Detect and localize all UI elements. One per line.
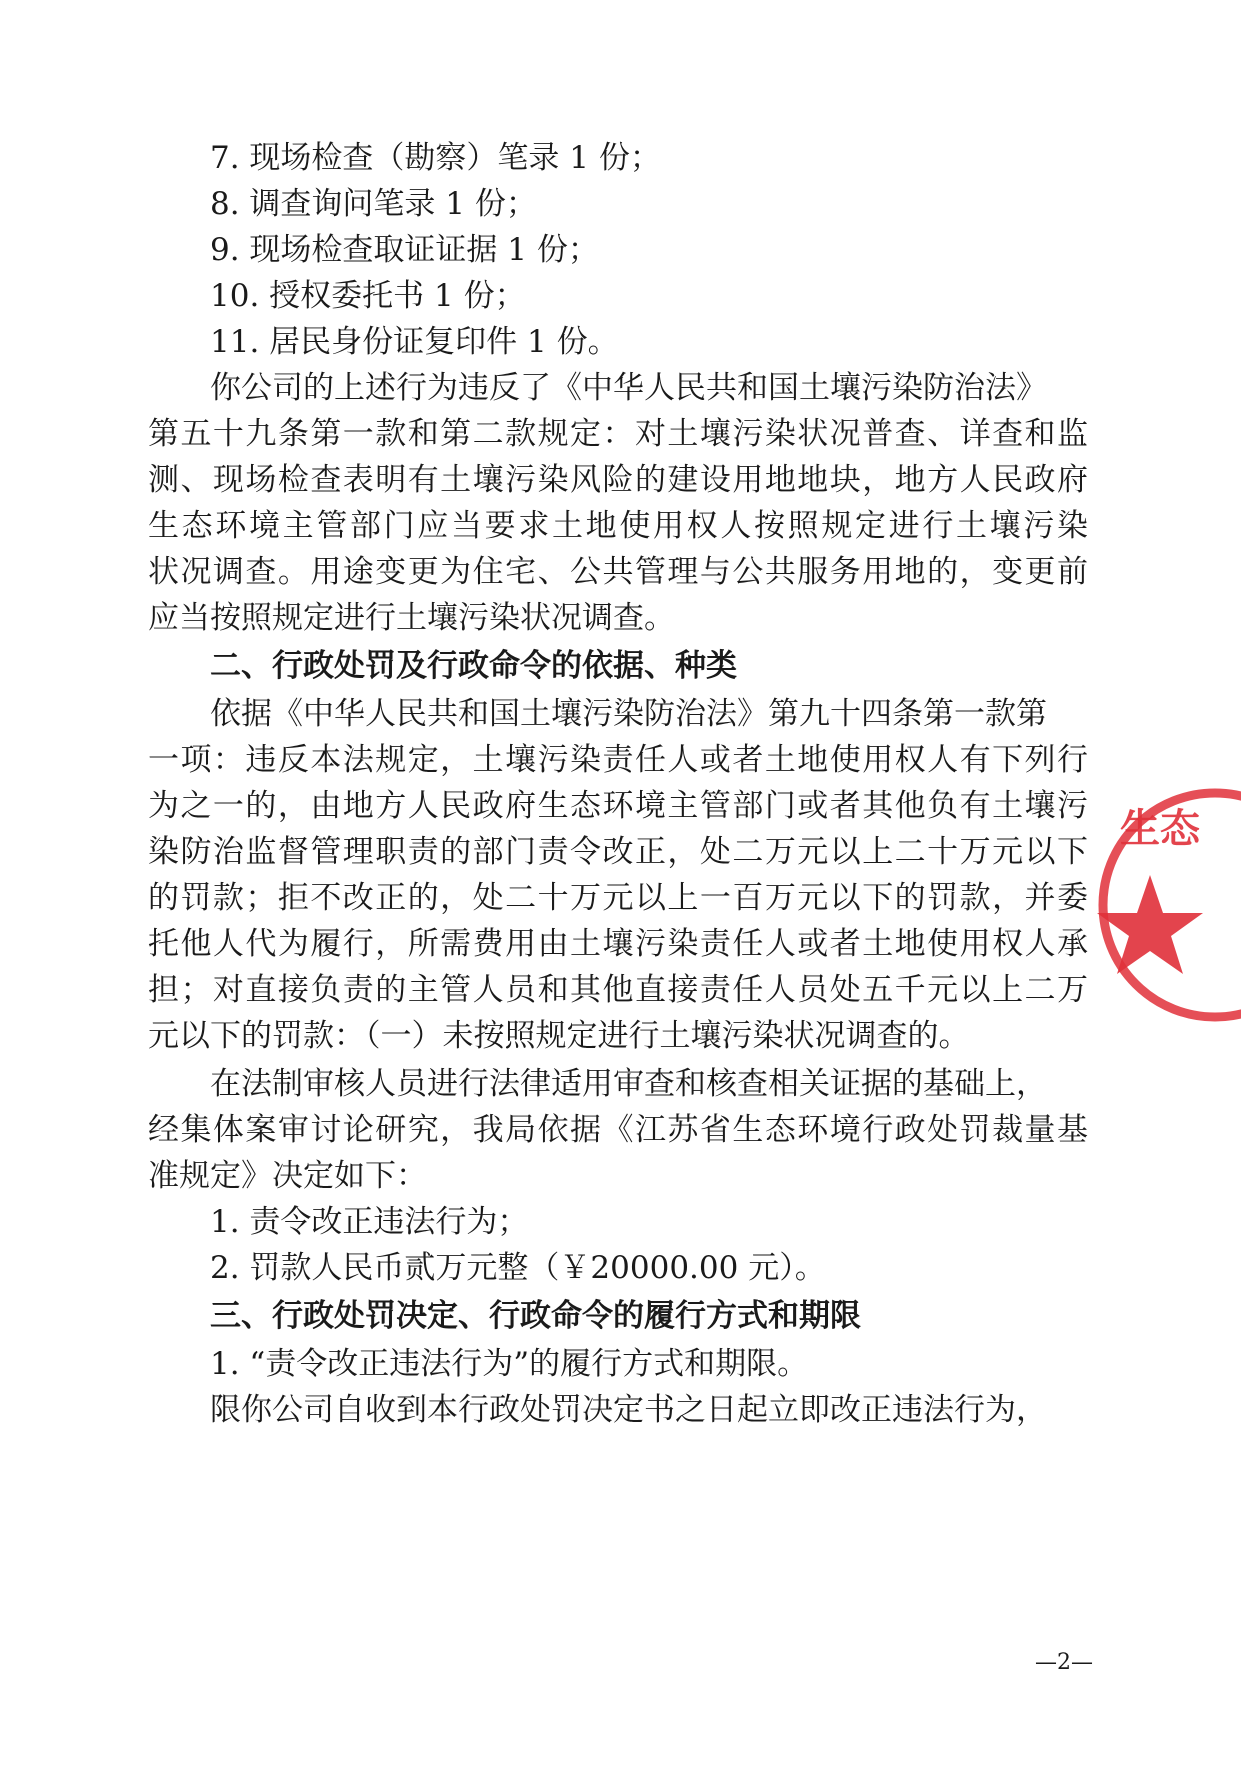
- violation-paragraph-line: 状况调查。用途变更为住宅、公共管理与公共服务用地的，变更前: [148, 554, 1088, 590]
- seal-star-icon: [1097, 875, 1203, 974]
- basis-paragraph-line: 染防治监督管理职责的部门责令改正，处二万元以上二十万元以下: [148, 834, 1088, 870]
- violation-paragraph-line: 第五十九条第一款和第二款规定：对土壤污染状况普查、详查和监: [148, 416, 1088, 452]
- basis-paragraph-line: 担；对直接负责的主管人员和其他直接责任人员处五千元以上二万: [148, 972, 1088, 1008]
- performance-item-1-title: 1. “责令改正违法行为”的履行方式和期限。: [210, 1346, 809, 1382]
- performance-item-1-text: 限你公司自收到本行政处罚决定书之日起立即改正违法行为，: [210, 1392, 1047, 1428]
- violation-paragraph-line: 生态环境主管部门应当要求土地使用权人按照规定进行土壤污染: [148, 508, 1088, 544]
- attachment-item-7: 7. 现场检查（勘察）笔录 1 份；: [210, 140, 661, 176]
- attachment-item-10: 10. 授权委托书 1 份；: [210, 278, 526, 314]
- violation-paragraph-line: 你公司的上述行为违反了《中华人民共和国土壤污染防治法》: [210, 370, 1047, 406]
- attachment-item-11: 11. 居民身份证复印件 1 份。: [210, 324, 619, 360]
- review-paragraph-line: 经集体案审讨论研究，我局依据《江苏省生态环境行政处罚裁量基: [148, 1112, 1088, 1148]
- attachment-item-8: 8. 调查询问笔录 1 份；: [210, 186, 537, 222]
- official-seal-icon: [1090, 780, 1241, 1030]
- basis-paragraph-line: 托他人代为履行，所需费用由土壤污染责任人或者土地使用权人承: [148, 926, 1088, 962]
- section-heading-performance: 三、行政处罚决定、行政命令的履行方式和期限: [210, 1298, 861, 1334]
- basis-paragraph-line: 的罚款；拒不改正的，处二十万元以上一百万元以下的罚款，并委: [148, 880, 1088, 916]
- violation-paragraph-line: 测、现场检查表明有土壤污染风险的建设用地地块，地方人民政府: [148, 462, 1088, 498]
- basis-paragraph-line: 元以下的罚款：（一）未按照规定进行土壤污染状况调查的。: [148, 1018, 970, 1054]
- review-paragraph-line: 在法制审核人员进行法律适用审查和核查相关证据的基础上，: [210, 1066, 1047, 1102]
- basis-paragraph-line: 依据《中华人民共和国土壤污染防治法》第九十四条第一款第: [210, 696, 1047, 732]
- decision-item-2: 2. 罚款人民币贰万元整（￥20000.00 元）。: [210, 1250, 826, 1286]
- basis-paragraph-line: 一项：违反本法规定，土壤污染责任人或者土地使用权人有下列行: [148, 742, 1088, 778]
- seal-text: 生态: [1120, 805, 1200, 852]
- attachment-item-9: 9. 现场检查取证证据 1 份；: [210, 232, 599, 268]
- page-number: —2—: [1035, 1650, 1093, 1675]
- violation-paragraph-line: 应当按照规定进行土壤污染状况调查。: [148, 600, 675, 636]
- section-heading-basis: 二、行政处罚及行政命令的依据、种类: [210, 648, 737, 684]
- decision-item-1: 1. 责令改正违法行为；: [210, 1204, 529, 1240]
- review-paragraph-line: 准规定》决定如下：: [148, 1158, 427, 1194]
- basis-paragraph-line: 为之一的，由地方人民政府生态环境主管部门或者其他负有土壤污: [148, 788, 1088, 824]
